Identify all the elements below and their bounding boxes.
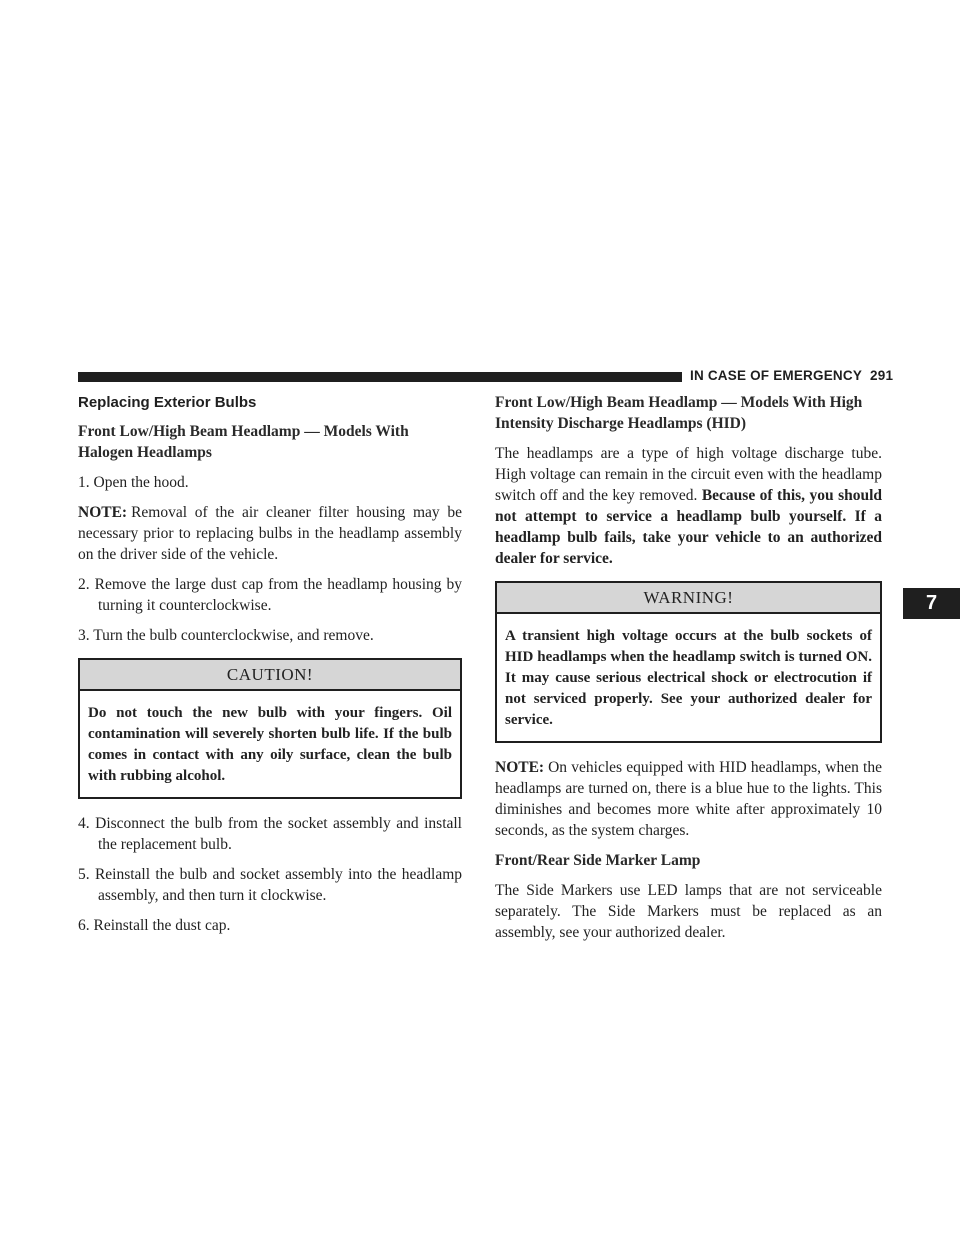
warning-title: WARNING! (497, 583, 880, 614)
right-column (495, 392, 882, 952)
step-5: 5. Reinstall the bulb and socket assembly into the headlamp assembly, and then turn it clockwise. (78, 866, 462, 904)
section-title: Replacing Exterior Bulbs (78, 394, 257, 411)
caution-text: Do not touch the new bulb with your fingers. Oil contamination will severely shorten bulb life. If the bulb comes in contact with any oily surface, clean the bulb with rubbing alcohol. (88, 705, 452, 784)
hid-subhead: Front Low/High Beam Headlamp — Models With High Intensity Discharge Headlamps (HID) (495, 394, 863, 432)
side-marker-text: The Side Markers use LED lamps that are not serviceable separately. The Side Markers must be replaced as an assembly, see your authorized dealer. (495, 882, 882, 941)
note-label: NOTE: (78, 504, 128, 521)
header-rule (78, 372, 682, 382)
warning-box (495, 581, 882, 743)
caution-title: CAUTION! (80, 660, 460, 691)
caution-box (78, 658, 462, 799)
step-4: 4. Disconnect the bulb from the socket assembly and install the replacement bulb. (78, 815, 462, 853)
warning-text: A transient high voltage occurs at the bulb sockets of HID headlamps when the headlamp switch is turned ON. It may cause serious electrical shock or electrocution if not serviced properly. See your authorized dealer for service. (505, 628, 872, 728)
step-1: 1. Open the hood. (78, 474, 189, 491)
running-header (690, 368, 894, 383)
chapter-tab: 7 (903, 588, 960, 619)
left-column (78, 392, 462, 945)
step-2: 2. Remove the large dust cap from the headlamp housing by turning it counterclockwise. (78, 576, 462, 614)
note-text: On vehicles equipped with HID headlamps, when the headlamps are turned on, there is a blue hue to the lights. This diminishes and becomes more white after approximately 10 seconds, as the system charges. (495, 759, 882, 839)
step-3: 3. Turn the bulb counterclockwise, and remove. (78, 627, 374, 644)
note-paragraph (78, 502, 462, 565)
page-number: 291 (870, 368, 894, 383)
side-marker-subhead: Front/Rear Side Marker Lamp (495, 852, 701, 869)
header-section-title: IN CASE OF EMERGENCY (690, 368, 863, 383)
hid-intro-bold: Because of this, you should not attempt to service a headlamp bulb yourself. If a headlamp bulb fails, take your vehicle to an authorized dealer for service. (495, 487, 883, 567)
hid-intro-text: The headlamps are a type of high voltage discharge tube. High voltage can remain in the circuit even with the headlamp switch off and the key removed. (495, 445, 882, 504)
step-6: 6. Reinstall the dust cap. (78, 917, 231, 934)
halogen-subhead: Front Low/High Beam Headlamp — Models With Halogen Headlamps (78, 423, 409, 461)
note-label: NOTE: (495, 759, 545, 776)
note-text: Removal of the air cleaner filter housing may be necessary prior to replacing bulbs in the headlamp assembly on the driver side of the vehicle. (78, 504, 462, 563)
hid-note (495, 757, 882, 841)
hid-intro (495, 443, 882, 569)
